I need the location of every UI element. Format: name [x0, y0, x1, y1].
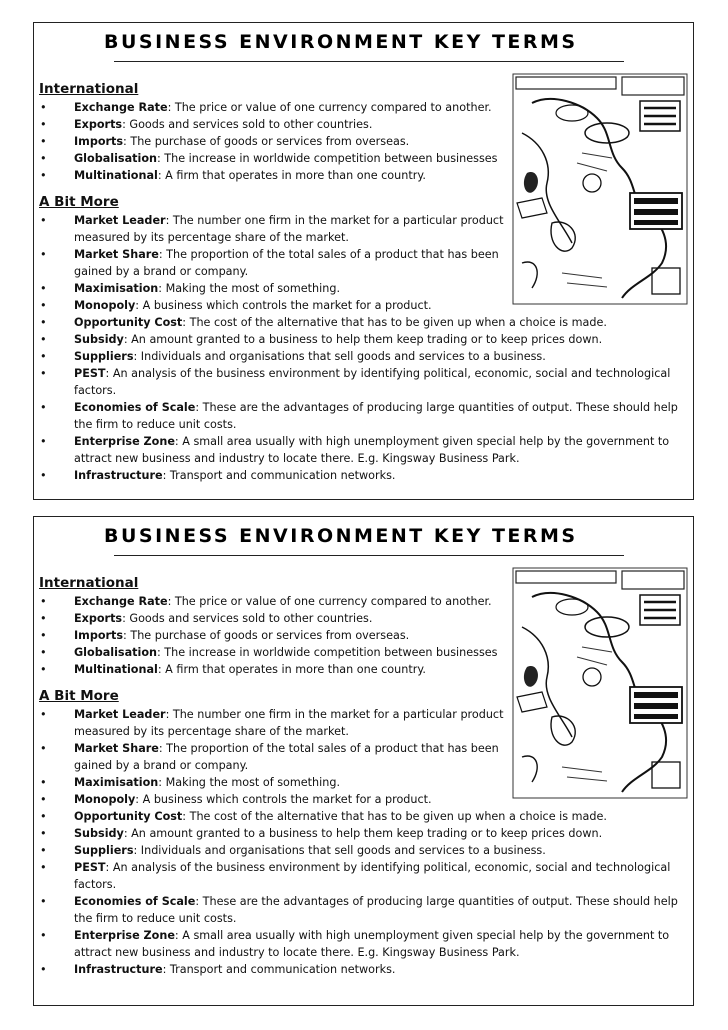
term-definition: : Individuals and organisations that sell goods and services to a business.: [133, 844, 546, 857]
term-item: [39, 133, 689, 150]
term-name: Market Share: [74, 742, 159, 755]
bullet-icon: •: [40, 827, 47, 840]
bullet-icon: •: [40, 929, 47, 942]
bullet-icon: •: [40, 612, 47, 625]
term-definition: : These are the advantages of producing large quantities of output. These should help the firm to reduce unit costs.: [74, 401, 678, 431]
term-name: Exchange Rate: [74, 595, 168, 608]
term-item: [39, 399, 689, 433]
bullet-icon: •: [40, 742, 47, 755]
term-name: Imports: [74, 629, 124, 642]
term-name: Enterprise Zone: [74, 929, 175, 942]
term-definition: : Making the most of something.: [158, 776, 341, 789]
term-item: [39, 433, 689, 467]
term-name: Infrastructure: [74, 963, 163, 976]
term-item: [39, 706, 689, 740]
term-name: Economies of Scale: [74, 401, 196, 414]
bullet-icon: •: [40, 367, 47, 380]
bullet-icon: •: [40, 663, 47, 676]
title-underline: [114, 555, 624, 556]
term-definition: : The proportion of the total sales of a product that has been gained by a brand or company.: [74, 248, 499, 278]
term-item: [39, 246, 689, 280]
term-name: Infrastructure: [74, 469, 163, 482]
term-item: [39, 825, 689, 842]
term-name: Subsidy: [74, 827, 124, 840]
term-definition: : A firm that operates in more than one country.: [157, 169, 426, 182]
term-name: Exchange Rate: [74, 101, 168, 114]
term-definition: : The increase in worldwide competition between businesses: [156, 646, 498, 659]
term-definition: : An analysis of the business environment by identifying political, economic, social and technological factors.: [74, 367, 671, 397]
term-definition: : The price or value of one currency compared to another.: [167, 595, 492, 608]
term-name: Multinational: [74, 663, 158, 676]
bullet-icon: •: [40, 401, 47, 414]
bullet-icon: •: [40, 214, 47, 227]
term-name: Enterprise Zone: [74, 435, 175, 448]
term-item: [39, 610, 689, 627]
bullet-icon: •: [40, 810, 47, 823]
term-definition: : An amount granted to a business to help them keep trading or to keep prices down.: [123, 333, 603, 346]
bullet-icon: •: [40, 435, 47, 448]
bullet-icon: •: [40, 895, 47, 908]
term-name: Exports: [74, 118, 123, 131]
term-definition: : Transport and communication networks.: [162, 963, 396, 976]
term-name: Market Share: [74, 248, 159, 261]
bullet-icon: •: [40, 152, 47, 165]
term-item: [39, 774, 689, 791]
title-underline: [114, 61, 624, 62]
term-item: [39, 212, 689, 246]
term-name: Suppliers: [74, 844, 134, 857]
bullet-icon: •: [40, 282, 47, 295]
term-definition: : The cost of the alternative that has to be given up when a choice is made.: [182, 810, 607, 823]
bullet-icon: •: [40, 646, 47, 659]
key-terms-card-1: [33, 22, 694, 500]
term-definition: : These are the advantages of producing large quantities of output. These should help the firm to reduce unit costs.: [74, 895, 678, 925]
bullet-icon: •: [40, 333, 47, 346]
terms-content: [39, 81, 689, 484]
term-name: Globalisation: [74, 646, 157, 659]
term-item: [39, 150, 689, 167]
term-definition: : Goods and services sold to other countries.: [122, 118, 373, 131]
term-definition: : An amount granted to a business to help them keep trading or to keep prices down.: [123, 827, 603, 840]
term-item: [39, 661, 689, 678]
term-definition: : The number one firm in the market for a particular product measured by its percentage share of the market.: [74, 214, 504, 244]
term-item: [39, 961, 689, 978]
term-name: Economies of Scale: [74, 895, 196, 908]
term-item: [39, 791, 689, 808]
key-terms-card-2: [33, 516, 694, 1006]
term-item: [39, 99, 689, 116]
term-definition: : An analysis of the business environment by identifying political, economic, social and technological factors.: [74, 861, 671, 891]
more-heading: A Bit More: [39, 688, 119, 704]
term-name: Exports: [74, 612, 123, 625]
term-item: [39, 365, 689, 399]
bullet-icon: •: [40, 135, 47, 148]
term-item: [39, 644, 689, 661]
term-name: Suppliers: [74, 350, 134, 363]
bullet-icon: •: [40, 708, 47, 721]
bullet-icon: •: [40, 299, 47, 312]
term-definition: : A business which controls the market for a product.: [135, 793, 432, 806]
term-item: [39, 297, 689, 314]
term-name: Monopoly: [74, 793, 136, 806]
term-name: Maximisation: [74, 282, 159, 295]
terms-content: [39, 575, 689, 978]
bullet-icon: •: [40, 844, 47, 857]
term-definition: : The increase in worldwide competition between businesses: [156, 152, 498, 165]
term-item: [39, 859, 689, 893]
term-name: Subsidy: [74, 333, 124, 346]
term-definition: : A business which controls the market for a product.: [135, 299, 432, 312]
bullet-icon: •: [40, 963, 47, 976]
term-item: [39, 927, 689, 961]
international-heading: International: [39, 81, 139, 97]
term-definition: : The proportion of the total sales of a product that has been gained by a brand or company.: [74, 742, 499, 772]
term-name: Market Leader: [74, 214, 166, 227]
bullet-icon: •: [40, 101, 47, 114]
more-heading: A Bit More: [39, 194, 119, 210]
term-item: [39, 280, 689, 297]
bullet-icon: •: [40, 469, 47, 482]
bullet-icon: •: [40, 350, 47, 363]
term-item: [39, 116, 689, 133]
term-definition: : Individuals and organisations that sell goods and services to a business.: [133, 350, 546, 363]
term-item: [39, 893, 689, 927]
term-definition: : The purchase of goods or services from overseas.: [123, 629, 410, 642]
term-item: [39, 740, 689, 774]
bullet-icon: •: [40, 629, 47, 642]
term-item: [39, 842, 689, 859]
term-definition: : The number one firm in the market for a particular product measured by its percentage share of the market.: [74, 708, 504, 738]
term-item: [39, 348, 689, 365]
term-definition: : The cost of the alternative that has to be given up when a choice is made.: [182, 316, 607, 329]
card-title: BUSINESS ENVIRONMENT KEY TERMS: [104, 525, 578, 547]
bullet-icon: •: [40, 776, 47, 789]
bullet-icon: •: [40, 793, 47, 806]
term-item: [39, 593, 689, 610]
term-definition: : Goods and services sold to other countries.: [122, 612, 373, 625]
term-item: [39, 331, 689, 348]
term-name: Opportunity Cost: [74, 316, 183, 329]
term-definition: : Making the most of something.: [158, 282, 341, 295]
term-item: [39, 467, 689, 484]
card-title: BUSINESS ENVIRONMENT KEY TERMS: [104, 31, 578, 53]
term-item: [39, 167, 689, 184]
bullet-icon: •: [40, 595, 47, 608]
term-name: Multinational: [74, 169, 158, 182]
term-name: Imports: [74, 135, 124, 148]
bullet-icon: •: [40, 316, 47, 329]
term-item: [39, 314, 689, 331]
term-item: [39, 808, 689, 825]
bullet-icon: •: [40, 248, 47, 261]
term-definition: : A small area usually with high unemployment given special help by the government to attract new business and industry to locate there. E.g. Kingsway Business Park.: [74, 929, 670, 959]
term-definition: : Transport and communication networks.: [162, 469, 396, 482]
term-name: Maximisation: [74, 776, 159, 789]
bullet-icon: •: [40, 118, 47, 131]
term-name: Market Leader: [74, 708, 166, 721]
term-definition: : The price or value of one currency compared to another.: [167, 101, 492, 114]
term-definition: : A small area usually with high unemployment given special help by the government to attract new business and industry to locate there. E.g. Kingsway Business Park.: [74, 435, 670, 465]
bullet-icon: •: [40, 169, 47, 182]
term-name: Globalisation: [74, 152, 157, 165]
term-definition: : The purchase of goods or services from overseas.: [123, 135, 410, 148]
term-name: PEST: [74, 861, 106, 874]
international-heading: International: [39, 575, 139, 591]
term-name: Opportunity Cost: [74, 810, 183, 823]
bullet-icon: •: [40, 861, 47, 874]
term-name: PEST: [74, 367, 106, 380]
term-name: Monopoly: [74, 299, 136, 312]
term-definition: : A firm that operates in more than one country.: [157, 663, 426, 676]
term-item: [39, 627, 689, 644]
